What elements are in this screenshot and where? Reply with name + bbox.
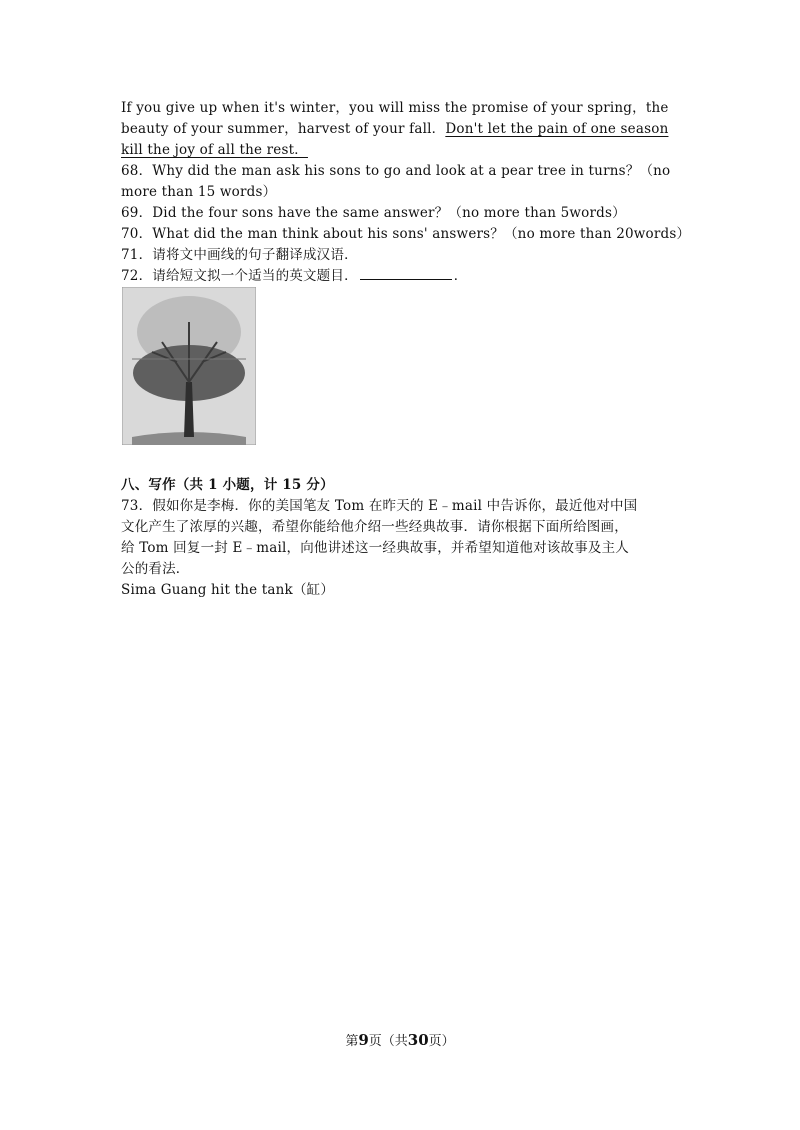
underlined-sentence-part-2: kill the joy of all the rest． — [121, 142, 308, 158]
tree-illustration — [122, 287, 256, 445]
question-68-line-1: 68．Why did the man ask his sons to go and look at a pear tree in turns？（no — [121, 163, 671, 179]
answer-blank — [360, 267, 452, 280]
question-68-line-2: more than 15 words） — [121, 184, 277, 200]
footer-prefix: 第 — [345, 1034, 359, 1049]
question-73-line-2: 文化产生了浓厚的兴趣，希望你能给他介绍一些经典故事．请你根据下面所给图画， — [121, 519, 628, 535]
question-72-end: ． — [453, 268, 468, 284]
question-73-line-1: 73．假如你是李梅．你的美国笔友 Tom 在昨天的 E﹣mail 中告诉你，最近他对中国 — [121, 498, 638, 514]
footer-page-number: 9 — [358, 1031, 369, 1049]
passage-line-2-text: beauty of your summer，harvest of your fall． — [121, 121, 446, 137]
question-73-line-3: 给 Tom 回复一封 E﹣mail，向他讲述这一经典故事，并希望知道他对该故事及主人 — [121, 540, 629, 556]
passage-line-2 — [121, 120, 668, 138]
question-70: 70．What did the man think about his sons' answers？（no more than 20words） — [121, 226, 691, 242]
question-72 — [121, 267, 467, 285]
question-69: 69．Did the four sons have the same answer？（no more than 5words） — [121, 205, 626, 221]
story-title: Sima Guang hit the tank（缸） — [121, 582, 335, 598]
passage-line-3 — [121, 141, 308, 159]
footer-suffix: 页） — [428, 1034, 455, 1049]
question-71: 71．请将文中画线的句子翻译成汉语． — [121, 247, 358, 263]
underlined-sentence-part-1: Don't let the pain of one season — [445, 121, 669, 137]
footer-middle: 页（共 — [368, 1034, 408, 1049]
passage-line-1: If you give up when it's winter，you will miss the promise of your spring，the — [121, 100, 669, 116]
page-footer — [0, 1031, 800, 1051]
writing-section-heading: 八、写作（共 1 小题，计 15 分） — [121, 477, 334, 493]
question-72-text: 72．请给短文拟一个适当的英文题目． — [121, 268, 358, 284]
footer-total-pages: 30 — [407, 1031, 429, 1049]
question-73-line-4: 公的看法． — [121, 561, 190, 577]
